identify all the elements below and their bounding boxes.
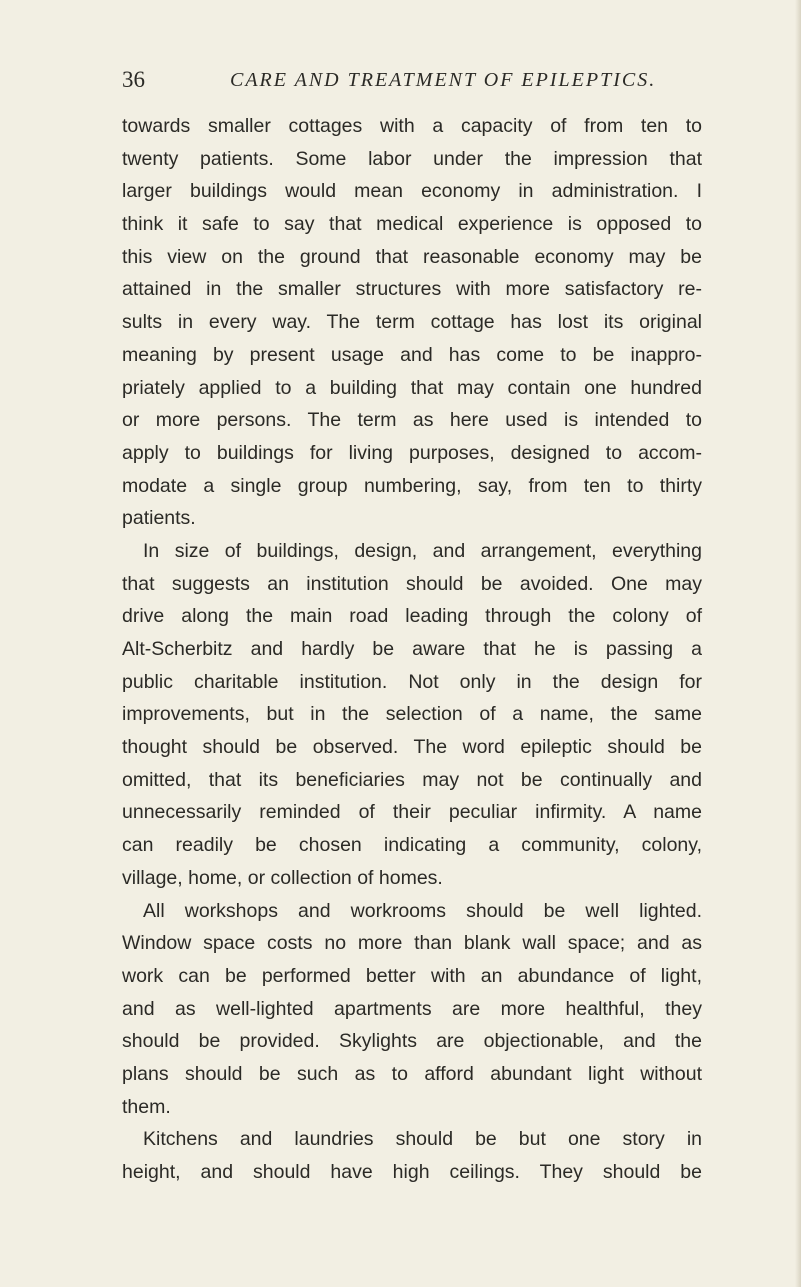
text-line: patients. [122, 507, 196, 530]
text-line: towards smaller cottages with a capacity of from ten to [122, 115, 702, 137]
text-line: priately applied to a building that may contain one hundred [122, 376, 702, 399]
text-line: plans should be such as to afford abundant light without [122, 1062, 702, 1085]
text-line: twenty patients. Some labor under the impression that [122, 147, 702, 170]
text-line: larger buildings would mean economy in administration. I [122, 180, 702, 203]
text-line: sults in every way. The term cottage has lost its original [122, 311, 702, 334]
text-line: Alt-Scherbitz and hardly be aware that he is passing a [122, 638, 702, 660]
text-line: think it safe to say that medical experience is opposed to [122, 213, 702, 236]
text-line: height, and should have high ceilings. They should be [122, 1161, 702, 1183]
text-line: or more persons. The term as here used is intended to [122, 409, 702, 432]
running-head: CARE AND TREATMENT OF EPILEPTICS. [230, 69, 657, 91]
text-line: thought should be observed. The word epileptic should be [122, 736, 702, 759]
page-edge-shadow [795, 0, 801, 1287]
text-line: that suggests an institution should be avoided. One may [122, 572, 702, 595]
text-line: this view on the ground that reasonable economy may be [122, 245, 702, 268]
text-line: work can be performed better with an abundance of light, [122, 964, 702, 987]
text-line: improvements, but in the selection of a name, the same [122, 703, 702, 726]
text-line: Window space costs no more than blank wall space; and as [122, 932, 702, 955]
body-text [122, 110, 702, 1189]
text-line: public charitable institution. Not only in the design for [122, 670, 702, 693]
text-line: modate a single group numbering, say, from ten to thirty [122, 474, 702, 497]
text-line: attained in the smaller structures with more satisfactory re- [122, 278, 702, 301]
text-line: meaning by present usage and has come to be inappro- [122, 343, 702, 366]
text-line: Kitchens and laundries should be but one story in [143, 1128, 702, 1151]
text-line: drive along the main road leading through the colony of [122, 605, 702, 628]
page-header [122, 66, 702, 98]
text-line: apply to buildings for living purposes, designed to accom- [122, 441, 702, 464]
text-line: them. [122, 1095, 171, 1118]
text-line: village, home, or collection of homes. [122, 866, 443, 889]
text-line: omitted, that its beneficiaries may not be continually and [122, 768, 702, 791]
text-line: should be provided. Skylights are objectionable, and the [122, 1030, 702, 1053]
page-number: 36 [122, 67, 145, 92]
text-line: unnecessarily reminded of their peculiar infirmity. A name [122, 801, 702, 824]
text-line: All workshops and workrooms should be well lighted. [143, 899, 702, 922]
text-line: and as well-lighted apartments are more healthful, they [122, 997, 702, 1020]
text-line: can readily be chosen indicating a community, colony, [122, 834, 702, 857]
text-line: In size of buildings, design, and arrangement, everything [143, 539, 702, 562]
